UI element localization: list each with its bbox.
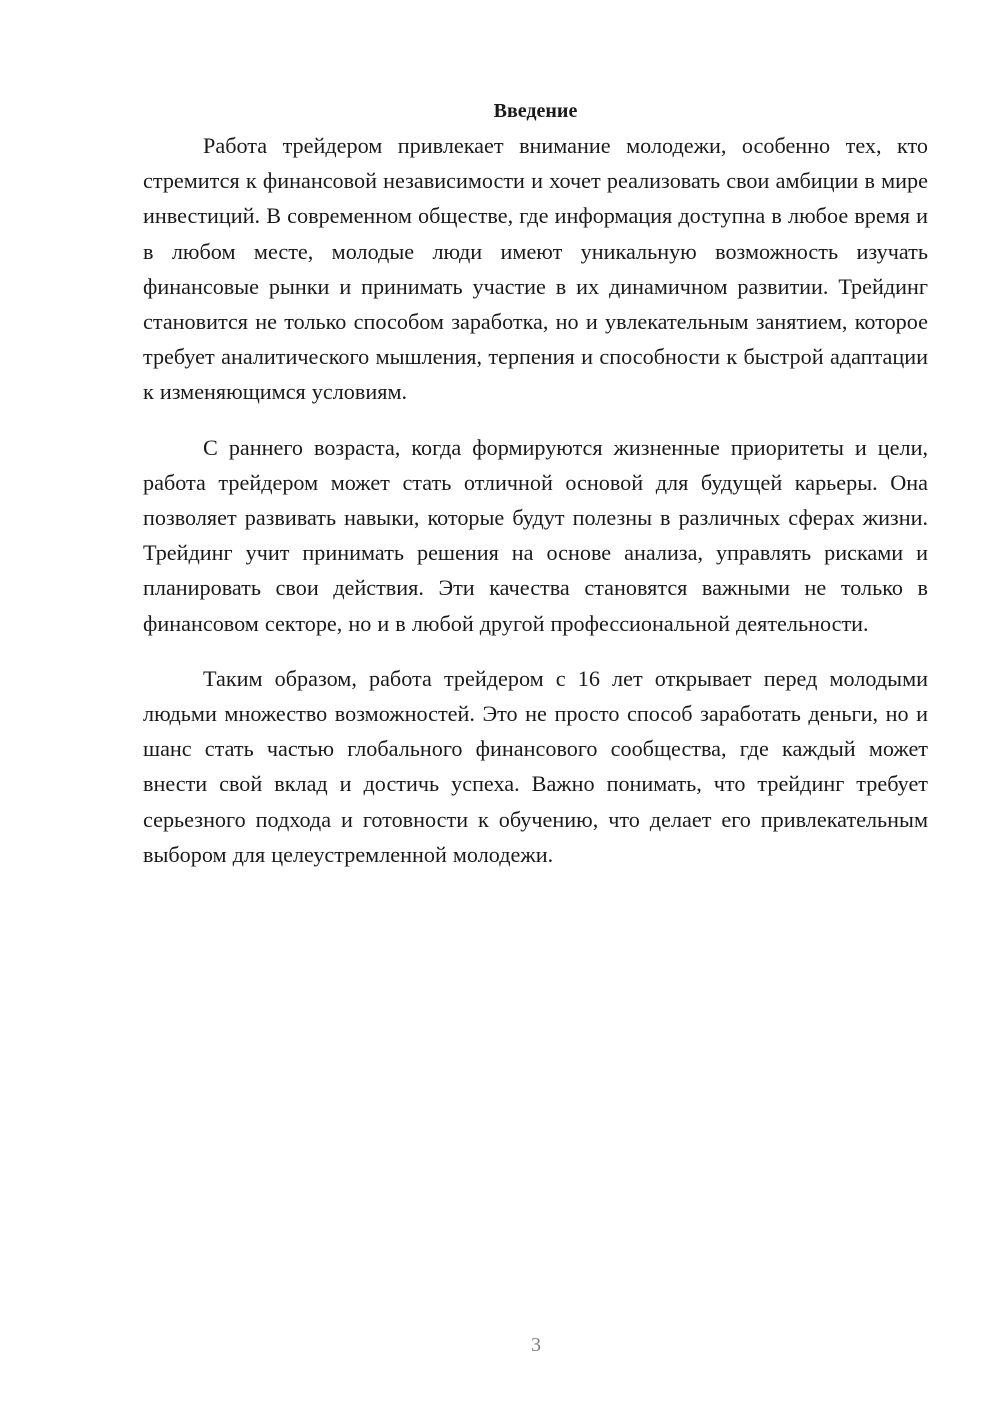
paragraph-1: Работа трейдером привлекает внимание молодежи, особенно тех, кто стремится к финансовой независимости и хочет реализовать свои амбиции в мире инвестиций. В современном обществе, где информация доступна в любое время и в любом месте, молодые люди имеют уникальную возможность изучать финансовые рынки и принимать участие в их динамичном развитии. Трейдинг становится не только способом заработка, но и увлекательным занятием, которое требует аналитического мышления, терпения и способности к быстрой адаптации к изменяющимся условиям. <box>143 133 928 405</box>
page-number: 3 <box>531 1334 541 1356</box>
section-title: Введение <box>493 100 578 122</box>
paragraph-2: С раннего возраста, когда формируются жизненные приоритеты и цели, работа трейдером может стать отличной основой для будущей карьеры. Она позволяет развивать навыки, которые будут полезны в различных сферах жизни. Трейдинг учит принимать решения на основе анализа, управлять рисками и планировать свои действия. Эти качества становятся важными не только в финансовом секторе, но и в любой другой профессиональной деятельности. <box>143 434 928 636</box>
paragraph-3: Таким образом, работа трейдером с 16 лет открывает перед молодыми людьми множество возможностей. Это не просто способ заработать деньги, но и шанс стать частью глобального финансового сообщества, где каждый может внести свой вклад и достичь успеха. Важно понимать, что трейдинг требует серьезного подхода и готовности к обучению, что делает его привлекательным выбором для целеустремленной молодежи. <box>143 665 928 867</box>
document-page <box>143 96 928 872</box>
